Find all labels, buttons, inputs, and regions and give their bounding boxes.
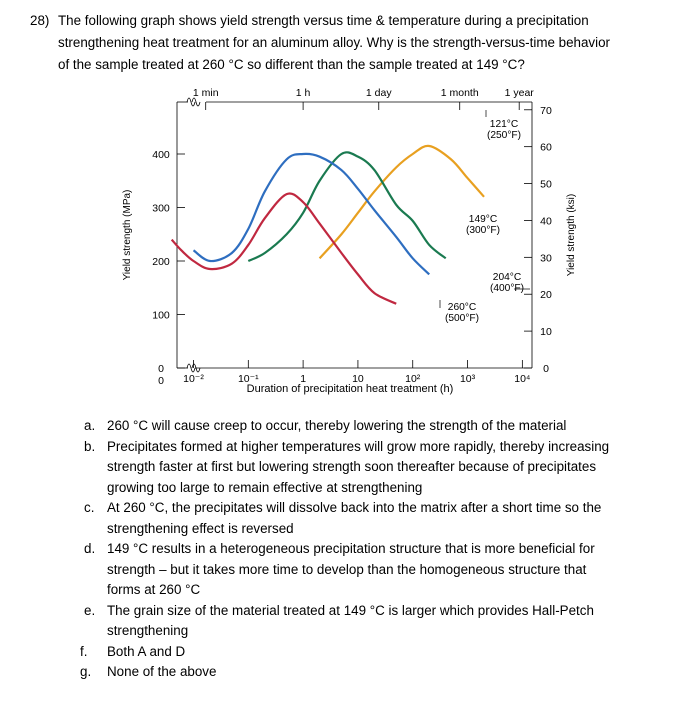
right-y-tick-label: 30 [540,252,552,265]
series-curve-3 [193,154,429,275]
right-y-tick-label: 10 [540,326,552,339]
option-letter: e. [84,602,96,618]
option-text-line: Precipitates formed at higher temperatures will grow more rapidly, thereby increasing [107,438,610,454]
top-tick-label: 1 year [504,87,534,99]
option-text-line: The grain size of the material treated at 149 °C is larger which provides Hall-Petch [107,602,594,618]
series-label-1: (250°F) [486,130,522,141]
y-tick-label: 100 [152,309,170,322]
top-axis-break [187,98,195,106]
series-curve-1 [320,146,484,258]
top-axis-break [192,98,200,106]
option-text-line: Both A and D [107,643,186,659]
series-label-2: 149°C [468,214,498,225]
y-tick-label: 200 [152,256,170,268]
option-letter: f. [80,643,88,659]
option-text-line: None of the above [107,664,217,679]
x-tick-label: 10 [352,373,364,385]
series-label-3: 204°C [492,272,522,283]
series-label-4: 260°C [447,302,477,313]
top-tick-label: 1 month [440,87,479,99]
x-axis-title: Duration of precipitation heat treatment (h) [246,383,454,395]
right-y-tick-label: 20 [540,289,552,302]
right-y-tick-label: 50 [540,178,552,191]
right-y-tick-label: 60 [540,141,552,154]
right-y-tick-label: 70 [540,104,552,117]
question-number: 28) [30,13,50,28]
series-curve-4 [172,193,397,303]
x-tick-label: 10³ [459,373,476,385]
y-axis-title: Yield strength (MPa) [122,189,133,281]
series-label-3: (400°F) [489,283,525,294]
option-text-line: 149 °C results in a heterogeneous precipitation structure that is more beneficial for [107,541,595,556]
question-line-2: strengthening heat treatment for an aluminum alloy. Why is the strength-versus-time behavior [58,35,611,50]
question-line-3: of the sample treated at 260 °C so different than the sample treated at 149 °C? [58,57,525,72]
option-text-line: At 260 °C, the precipitates will dissolve back into the matrix after a short time so the [107,500,602,515]
y-tick-label: 0 [158,363,164,375]
y-tick-label: 300 [152,202,170,215]
option-text-line: strengthening effect is reversed [107,520,294,536]
x-tick-label: 10⁴ [514,373,531,385]
y-tick-label: 400 [152,149,170,161]
option-letter: a. [84,418,96,433]
option-letter: d. [84,541,96,556]
option-letter: b. [84,438,96,454]
option-text-line: 260 °C will cause creep to occur, thereby lowering the strength of the material [107,418,567,433]
top-tick-label: 1 h [295,87,311,99]
top-tick-label: 1 day [365,87,392,99]
option-text-line: growing too large to remain effective at strengthening [107,479,423,495]
x-tick-label: 10² [405,373,421,385]
series-label-4: (500°F) [444,313,480,324]
x-tick-label: 10⁻² [183,373,204,385]
x-tick-label: 10⁻¹ [237,373,259,385]
x-tick-label: 0 [158,375,164,387]
x-tick-label: 1 [300,373,307,385]
series-label-1: 121°C [489,119,519,130]
option-text-line: strength faster at first but lowering strength soon thereafter because of precipitates [107,459,597,474]
question-line-1: The following graph shows yield strength versus time & temperature during a precipitation [58,13,589,28]
option-text-line: strength – but it takes more time to develop than the homogeneous structure that [107,561,587,577]
y-right-axis-title: Yield strength (ksi) [566,193,577,277]
right-y-tick-label: 40 [540,215,552,228]
series-label-2: (300°F) [465,225,501,236]
option-letter: c. [84,500,95,515]
right-y-tick-label: 0 [543,363,549,375]
top-tick-label: 1 min [192,87,219,99]
option-letter: g. [80,664,92,679]
option-text-line: forms at 260 °C [107,582,201,597]
option-text-line: strengthening [107,623,189,638]
